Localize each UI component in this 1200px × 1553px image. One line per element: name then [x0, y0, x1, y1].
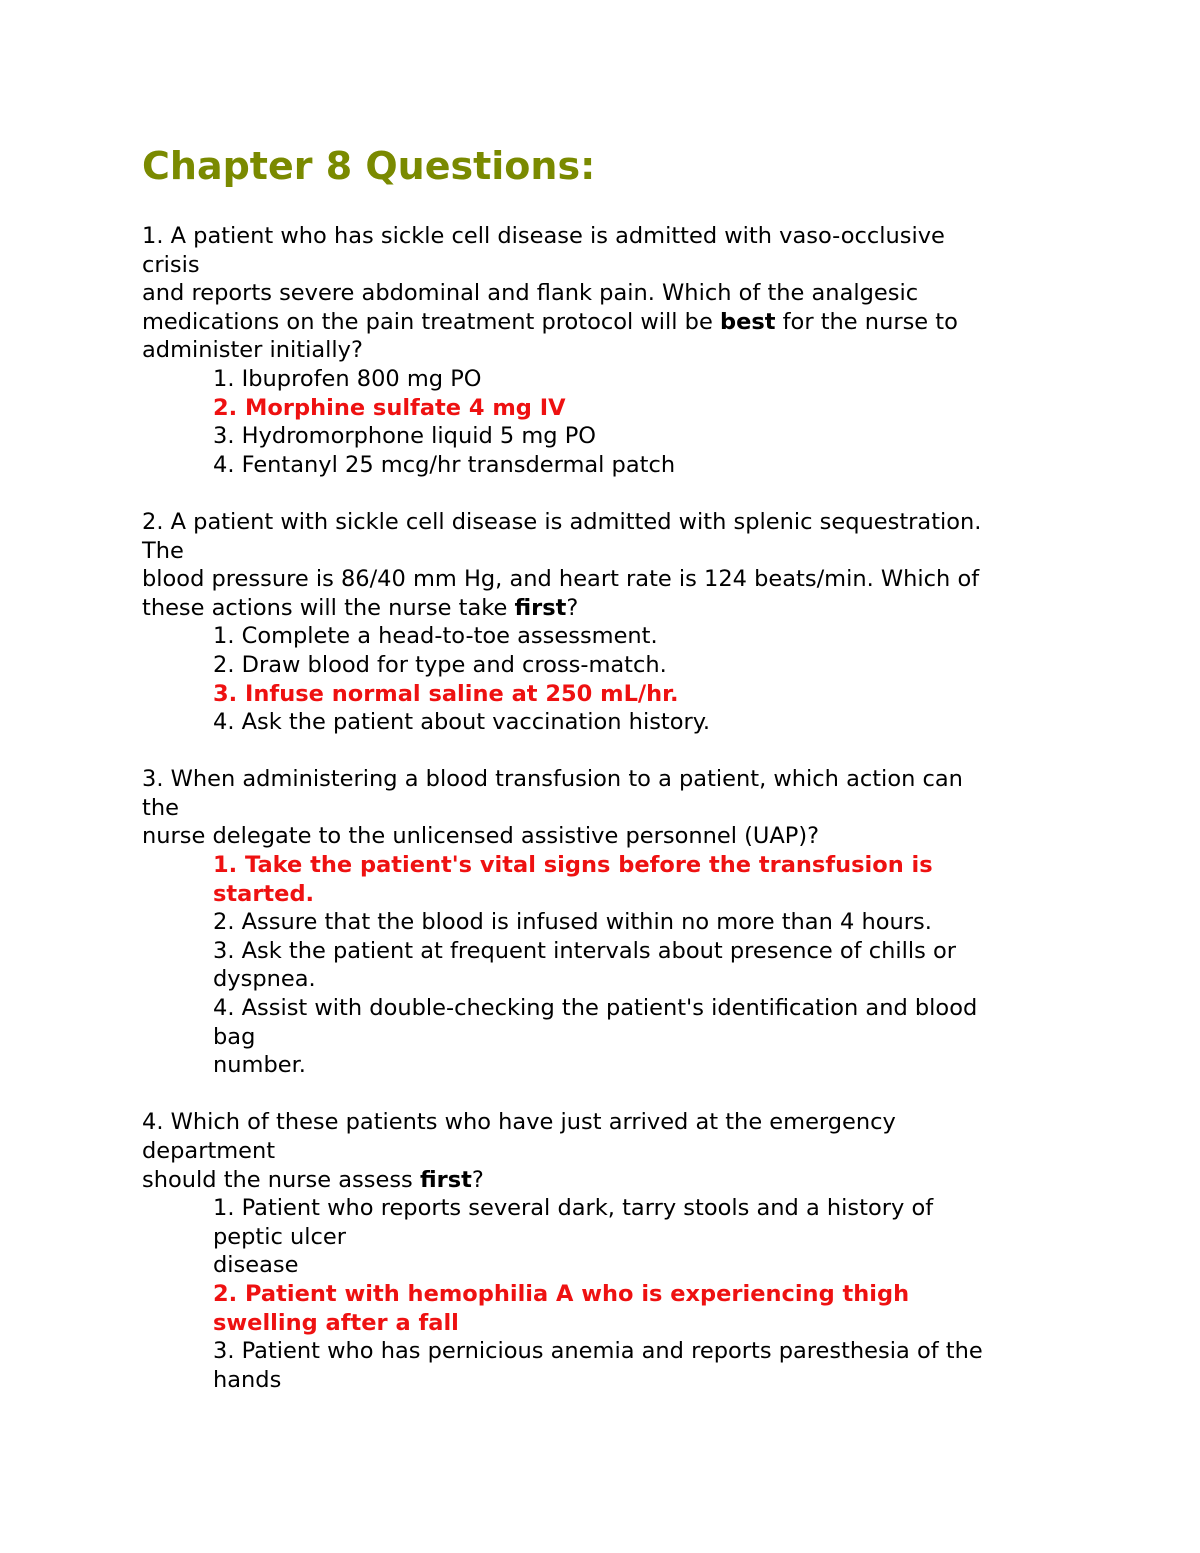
- stem-line: 4. Which of these patients who have just arrived at the emergency: [142, 1109, 896, 1136]
- answer-option-correct: [213, 851, 1102, 908]
- stem-line: The: [142, 537, 184, 564]
- stem-line-emphasis: [142, 594, 1102, 623]
- page-title: Chapter 8 Questions:: [142, 144, 596, 188]
- question-stem: [142, 222, 1102, 365]
- option-line: 4. Assist with double-checking the patient's identification and blood: [213, 995, 978, 1022]
- answer-options: [142, 1194, 1102, 1394]
- answer-option: [213, 622, 1102, 651]
- option-line: swelling after a fall: [213, 1309, 459, 1336]
- question-2: [142, 508, 1102, 737]
- option-line: 2. Patient with hemophilia A who is experiencing thigh: [213, 1280, 910, 1307]
- question-1: [142, 222, 1102, 479]
- answer-option: [213, 365, 1102, 394]
- question-stem: [142, 765, 1102, 851]
- option-line: 1. Patient who reports several dark, tarry stools and a history of: [213, 1195, 934, 1222]
- option-line: 2. Morphine sulfate 4 mg IV: [213, 394, 566, 421]
- option-line: 1. Ibuprofen 800 mg PO: [213, 365, 482, 392]
- answer-option: [213, 1194, 1102, 1280]
- question-stem: [142, 1108, 1102, 1194]
- option-line: disease: [213, 1252, 299, 1279]
- answer-options: [142, 622, 1102, 736]
- answer-option: [213, 651, 1102, 680]
- answer-option: [213, 908, 1102, 937]
- option-line: 3. Patient who has pernicious anemia and reports paresthesia of the: [213, 1338, 983, 1365]
- option-line: 4. Ask the patient about vaccination history.: [213, 709, 711, 736]
- option-line: peptic ulcer: [213, 1223, 346, 1250]
- option-line: 2. Draw blood for type and cross-match.: [213, 651, 667, 678]
- stem-text: should the nurse assess: [142, 1166, 420, 1193]
- option-line: 1. Complete a head-to-toe assessment.: [213, 623, 658, 650]
- stem-line-emphasis: [142, 1166, 1102, 1195]
- option-line: hands: [213, 1366, 282, 1393]
- option-line: number.: [213, 1052, 306, 1079]
- stem-emphasis-word: first: [514, 594, 567, 621]
- stem-line: 3. When administering a blood transfusion to a patient, which action can: [142, 766, 963, 793]
- answer-options: [142, 365, 1102, 479]
- option-line: 4. Fentanyl 25 mcg/hr transdermal patch: [213, 451, 676, 478]
- stem-emphasis-word: best: [719, 308, 776, 335]
- answer-option: [213, 708, 1102, 737]
- stem-text: ?: [566, 594, 579, 621]
- stem-text: these actions will the nurse take: [142, 594, 515, 621]
- answer-option: [213, 937, 1102, 994]
- answer-option: [213, 422, 1102, 451]
- stem-line: 1. A patient who has sickle cell disease is admitted with vaso-occlusive: [142, 223, 945, 249]
- stem-line: crisis: [142, 251, 200, 278]
- stem-line-emphasis: [142, 308, 1102, 337]
- stem-text: for the nurse to: [775, 308, 958, 335]
- stem-line: 2. A patient with sickle cell disease is admitted with splenic sequestration.: [142, 508, 982, 535]
- option-line: bag: [213, 1023, 256, 1050]
- stem-line: the: [142, 794, 179, 821]
- document-page: [142, 138, 1102, 1423]
- question-stem: [142, 508, 1102, 622]
- answer-option: [213, 994, 1102, 1080]
- stem-line: and reports severe abdominal and flank pain. Which of the analgesic: [142, 280, 919, 307]
- answer-option-correct: [213, 680, 1102, 709]
- stem-text: medications on the pain treatment protocol will be: [142, 308, 720, 335]
- stem-line: nurse delegate to the unlicensed assistive personnel (UAP)?: [142, 823, 820, 850]
- option-line: 3. Hydromorphone liquid 5 mg PO: [213, 423, 596, 450]
- option-line: started.: [213, 880, 315, 907]
- question-3: [142, 765, 1102, 1080]
- stem-line: blood pressure is 86/40 mm Hg, and heart rate is 124 beats/min. Which of: [142, 566, 980, 593]
- option-line: 3. Infuse normal saline at 250 mL/hr.: [213, 680, 679, 707]
- stem-line: administer initially?: [142, 337, 363, 364]
- answer-options: [142, 851, 1102, 1080]
- answer-option-correct: [213, 1280, 1102, 1337]
- option-line: 2. Assure that the blood is infused within no more than 4 hours.: [213, 909, 932, 936]
- option-line: dyspnea.: [213, 966, 316, 993]
- stem-text: ?: [471, 1166, 484, 1193]
- option-line: 3. Ask the patient at frequent intervals about presence of chills or: [213, 937, 957, 964]
- answer-option: [213, 451, 1102, 480]
- stem-emphasis-word: first: [419, 1166, 472, 1193]
- stem-line: department: [142, 1138, 276, 1164]
- question-4: [142, 1108, 1102, 1394]
- answer-option-correct: [213, 394, 1102, 423]
- answer-option: [213, 1337, 1102, 1394]
- option-line: 1. Take the patient's vital signs before the transfusion is: [213, 852, 933, 879]
